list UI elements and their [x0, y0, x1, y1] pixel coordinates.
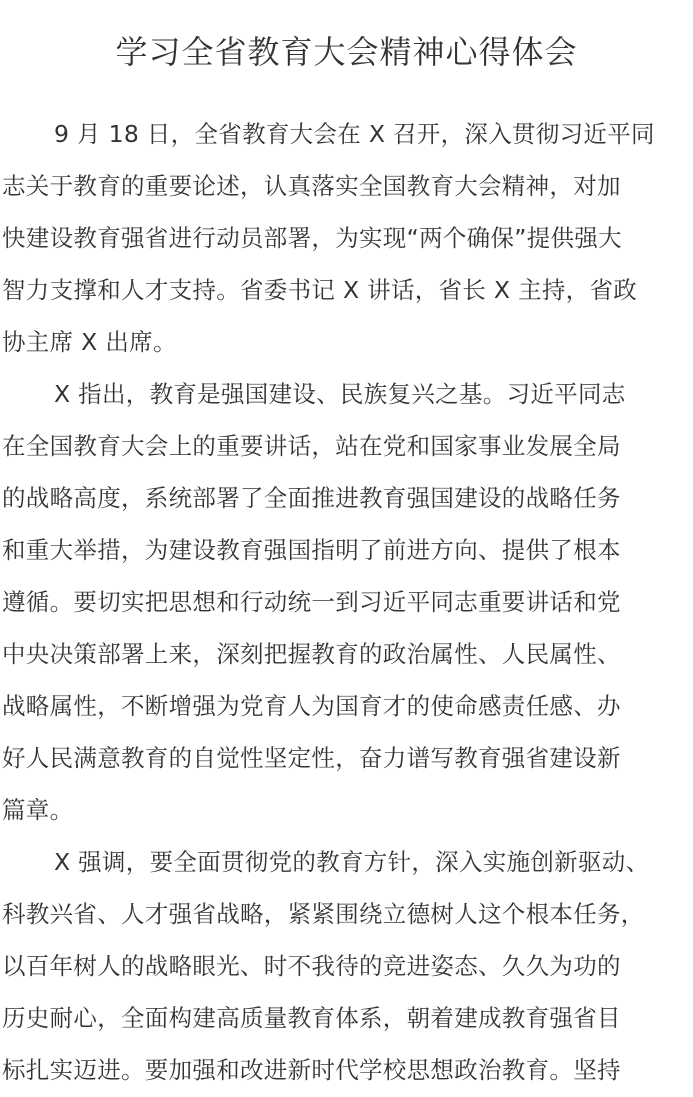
paragraph-2-line-1: X 指出，教育是强国建设、民族复兴之基。习近平同志	[54, 380, 626, 408]
paragraph-2-line-4: 和重大举措，为建设教育强国指明了前进方向、提供了根本	[2, 536, 621, 564]
paragraph-2-line-6: 中央决策部署上来，深刻把握教育的政治属性、人民属性、	[2, 640, 621, 668]
paragraph-3-line-2: 科教兴省、人才强省战略，紧紧围绕立德树人这个根本任务，	[2, 900, 645, 928]
paragraph-3-line-5: 标扎实迈进。要加强和改进新时代学校思想政治教育。坚持	[2, 1056, 621, 1084]
paragraph-3-line-4: 历史耐心，全面构建高质量教育体系，朝着建成教育强省目	[2, 1004, 621, 1032]
paragraph-2-line-2: 在全国教育大会上的重要讲话，站在党和国家事业发展全局	[2, 432, 621, 460]
document-title: 学习全省教育大会精神心得体会	[115, 33, 578, 71]
paragraph-1-line-5: 协主席 X 出席。	[2, 328, 177, 356]
paragraph-1-line-1: 9 月 18 日，全省教育大会在 X 召开，深入贯彻习近平同	[54, 120, 655, 148]
paragraph-3-line-1: X 强调，要全面贯彻党的教育方针，深入实施创新驱动、	[54, 848, 650, 876]
paragraph-2-line-5: 遵循。要切实把思想和行动统一到习近平同志重要讲话和党	[2, 588, 621, 616]
paragraph-2-line-7: 战略属性，不断增强为党育人为国育才的使命感责任感、办	[2, 692, 621, 720]
paragraph-1-line-4: 智力支撑和人才支持。省委书记 X 讲话，省长 X 主持，省政	[2, 276, 638, 304]
paragraph-2-line-3: 的战略高度，系统部署了全面推进教育强国建设的战略任务	[2, 484, 621, 512]
paragraph-1-line-2: 志关于教育的重要论述，认真落实全国教育大会精神，对加	[2, 172, 621, 200]
paragraph-2-line-8: 好人民满意教育的自觉性坚定性，奋力谱写教育强省建设新	[2, 744, 621, 772]
paragraph-1-line-3: 快建设教育强省进行动员部署，为实现“两个确保”提供强大	[2, 224, 622, 252]
document-body	[2, 108, 692, 1096]
paragraph-3-line-3: 以百年树人的战略眼光、时不我待的竞进姿态、久久为功的	[2, 952, 621, 980]
paragraph-2-line-9: 篇章。	[2, 796, 74, 824]
